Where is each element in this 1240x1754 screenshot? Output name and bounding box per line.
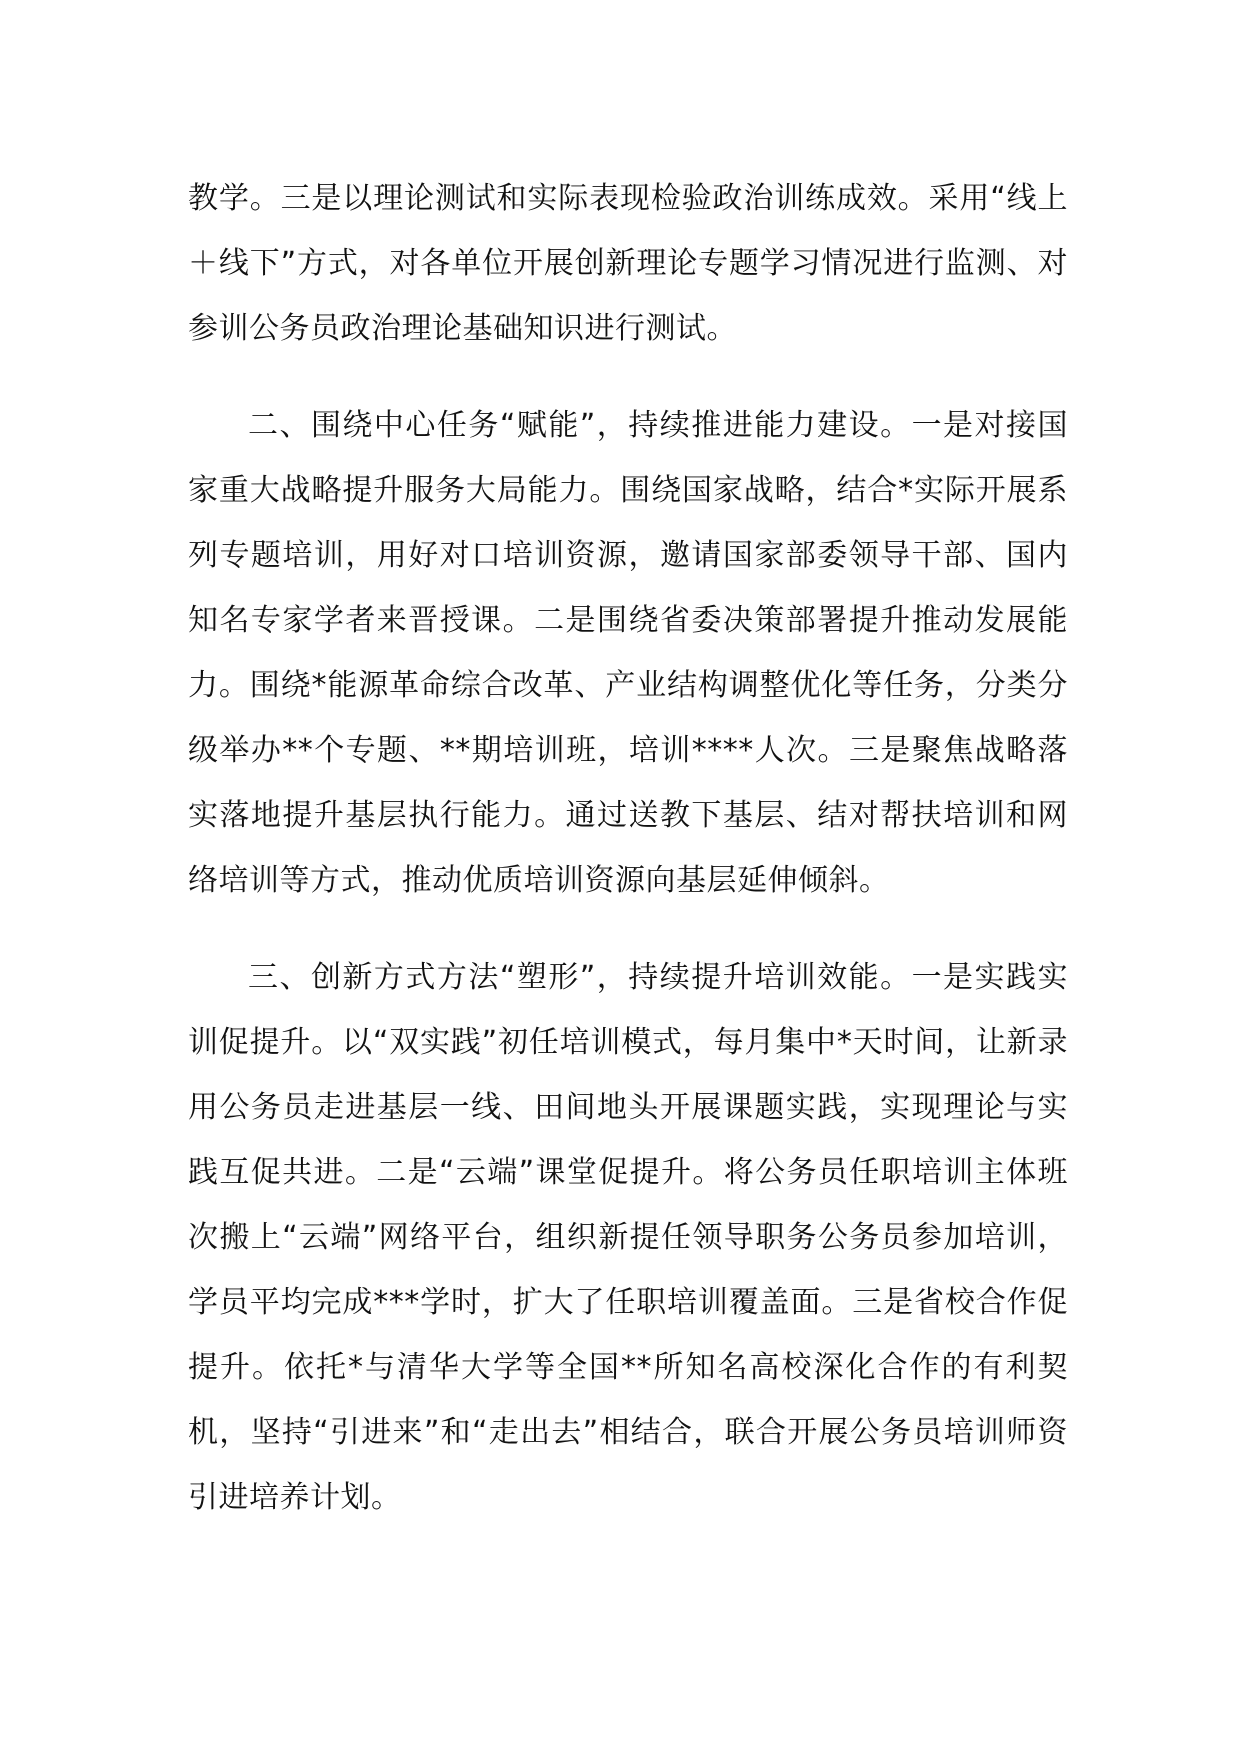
paragraph-capacity-building: 二、围绕中心任务“赋能”，持续推进能力建设。一是对接国家重大战略提升服务大局能力。围绕国家战略，结合*实际开展系列专题培训，用好对口培训资源，邀请国家部委领导干部、国内知名专家学者来晋授课。二是围绕省委决策部署提升推动发展能力。围绕*能源革命综合改革、产业结构调整优化等任务，分类分级举办**个专题、**期培训班，培训****人次。三是聚焦战略落实落地提升基层执行能力。通过送教下基层、结对帮扶培训和网络培训等方式，推动优质培训资源向基层延伸倾斜。	[188, 408, 1068, 898]
paragraph-political-training-assessment: 教学。三是以理论测试和实际表现检验政治训练成效。采用“线上＋线下”方式，对各单位开展创新理论专题学习情况进行监测、对参训公务员政治理论基础知识进行测试。	[188, 181, 1068, 346]
paragraph-training-methods: 三、创新方式方法“塑形”，持续提升培训效能。一是实践实训促提升。以“双实践”初任培训模式，每月集中*天时间，让新录用公务员走进基层一线、田间地头开展课题实践，实现理论与实践互促共进。二是“云端”课堂促提升。将公务员任职培训主体班次搬上“云端”网络平台，组织新提任领导职务公务员参加培训，学员平均完成***学时，扩大了任职培训覆盖面。三是省校合作促提升。依托*与清华大学等全国**所知名高校深化合作的有利契机，坚持“引进来”和“走出去”相结合，联合开展公务员培训师资引进培养计划。	[188, 960, 1068, 1515]
